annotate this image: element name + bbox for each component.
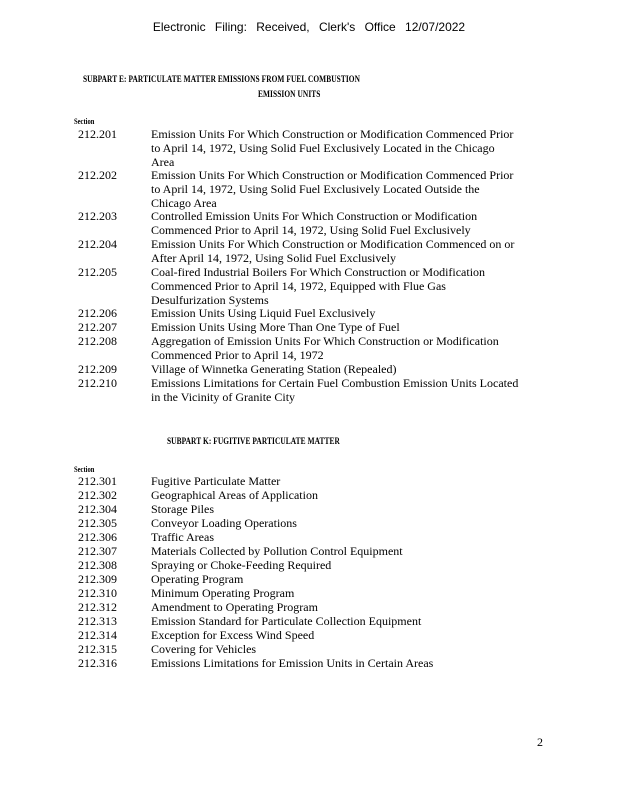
subpart-e-toc [0, 128, 618, 405]
subpart-k-heading: SUBPART K: FUGITIVE PARTICULATE MATTER [167, 436, 340, 446]
section-number: 212.205 [78, 265, 117, 279]
section-number: 212.309 [78, 572, 117, 586]
section-title: Emission Standard for Particulate Collection Equipment [151, 615, 422, 628]
section-number: 212.305 [78, 516, 117, 530]
section-title: Fugitive Particulate Matter [151, 475, 281, 488]
toc-entry [0, 559, 618, 573]
section-title: Conveyor Loading Operations [151, 517, 297, 530]
section-title: Amendment to Operating Program [151, 601, 318, 614]
toc-entry [0, 475, 618, 489]
section-title: Coal-fired Industrial Boilers For Which Construction or Modification Commenced Prior to April 14, 1972, Equipped with Flue Gas Desulfurization Systems [151, 266, 486, 307]
toc-entry [0, 128, 618, 169]
section-number: 212.307 [78, 544, 117, 558]
section-number: 212.301 [78, 474, 117, 488]
section-title: Village of Winnetka Generating Station (Repealed) [151, 363, 397, 376]
section-number: 212.312 [78, 600, 117, 614]
toc-entry [0, 363, 618, 377]
toc-entry [0, 377, 618, 405]
toc-entry [0, 503, 618, 517]
section-title: Emission Units Using Liquid Fuel Exclusively [151, 307, 376, 320]
section-number: 212.315 [78, 642, 117, 656]
subpart-e-heading-line2: EMISSION UNITS [258, 89, 321, 99]
toc-entry [0, 307, 618, 321]
section-title: Exception for Excess Wind Speed [151, 629, 315, 642]
section-column-label: Section [74, 465, 95, 474]
toc-entry [0, 573, 618, 587]
toc-entry [0, 601, 618, 615]
toc-entry [0, 545, 618, 559]
section-title: Storage Piles [151, 503, 214, 516]
toc-entry [0, 335, 618, 363]
toc-entry [0, 629, 618, 643]
section-title: Materials Collected by Pollution Control Equipment [151, 545, 403, 558]
section-number: 212.308 [78, 558, 117, 572]
toc-entry [0, 169, 618, 210]
section-number: 212.313 [78, 614, 117, 628]
section-number: 212.204 [78, 237, 117, 251]
subpart-e-heading: SUBPART E: PARTICULATE MATTER EMISSIONS FROM FUEL COMBUSTION [83, 74, 361, 84]
section-title: Covering for Vehicles [151, 643, 257, 656]
toc-entry [0, 489, 618, 503]
section-title: Operating Program [151, 573, 244, 586]
section-title: Spraying or Choke-Feeding Required [151, 559, 332, 572]
page-number: 2 [537, 735, 543, 749]
section-title: Geographical Areas of Application [151, 489, 318, 502]
toc-entry [0, 210, 618, 238]
toc-entry [0, 238, 618, 266]
toc-entry [0, 266, 618, 307]
section-number: 212.310 [78, 586, 117, 600]
filing-stamp-header: Electronic Filing: Received, Clerk's Office 12/07/2022 [152, 20, 466, 34]
section-number: 212.202 [78, 168, 117, 182]
section-title: Emissions Limitations for Emission Units in Certain Areas [151, 657, 434, 670]
section-number: 212.207 [78, 320, 117, 334]
section-number: 212.209 [78, 362, 117, 376]
toc-entry [0, 321, 618, 335]
section-number: 212.206 [78, 306, 117, 320]
section-number: 212.306 [78, 530, 117, 544]
section-title: Aggregation of Emission Units For Which Construction or Modification Commenced Prior to April 14, 1972 [151, 335, 499, 362]
section-number: 212.316 [78, 656, 117, 670]
subpart-k-toc [0, 475, 618, 671]
section-title: Traffic Areas [151, 531, 214, 544]
section-number: 212.302 [78, 488, 117, 502]
section-title: Controlled Emission Units For Which Construction or Modification Commenced Prior to April 14, 1972, Using Solid Fuel Exclusively [151, 210, 478, 237]
section-title: Emission Units For Which Construction or Modification Commenced Prior to April 14, 1972, Using Solid Fuel Exclusively Located Outside the Chicago Area [151, 169, 514, 210]
toc-entry [0, 531, 618, 545]
toc-entry [0, 615, 618, 629]
section-number: 212.203 [78, 209, 117, 223]
toc-entry [0, 643, 618, 657]
section-title: Minimum Operating Program [151, 587, 295, 600]
toc-entry [0, 587, 618, 601]
section-title: Emission Units For Which Construction or Modification Commenced Prior to April 14, 1972, Using Solid Fuel Exclusively Located in the Chicago Area [151, 128, 514, 169]
section-number: 212.201 [78, 127, 117, 141]
section-title: Emissions Limitations for Certain Fuel Combustion Emission Units Located in the Vicinity of Granite City [151, 377, 519, 404]
section-title: Emission Units For Which Construction or Modification Commenced on or After April 14, 1972, Using Solid Fuel Exclusively [151, 238, 515, 265]
section-number: 212.208 [78, 334, 117, 348]
section-number: 212.210 [78, 376, 117, 390]
section-number: 212.304 [78, 502, 117, 516]
toc-entry [0, 517, 618, 531]
section-number: 212.314 [78, 628, 117, 642]
toc-entry [0, 657, 618, 671]
section-title: Emission Units Using More Than One Type of Fuel [151, 321, 400, 334]
section-column-label: Section [74, 117, 95, 126]
